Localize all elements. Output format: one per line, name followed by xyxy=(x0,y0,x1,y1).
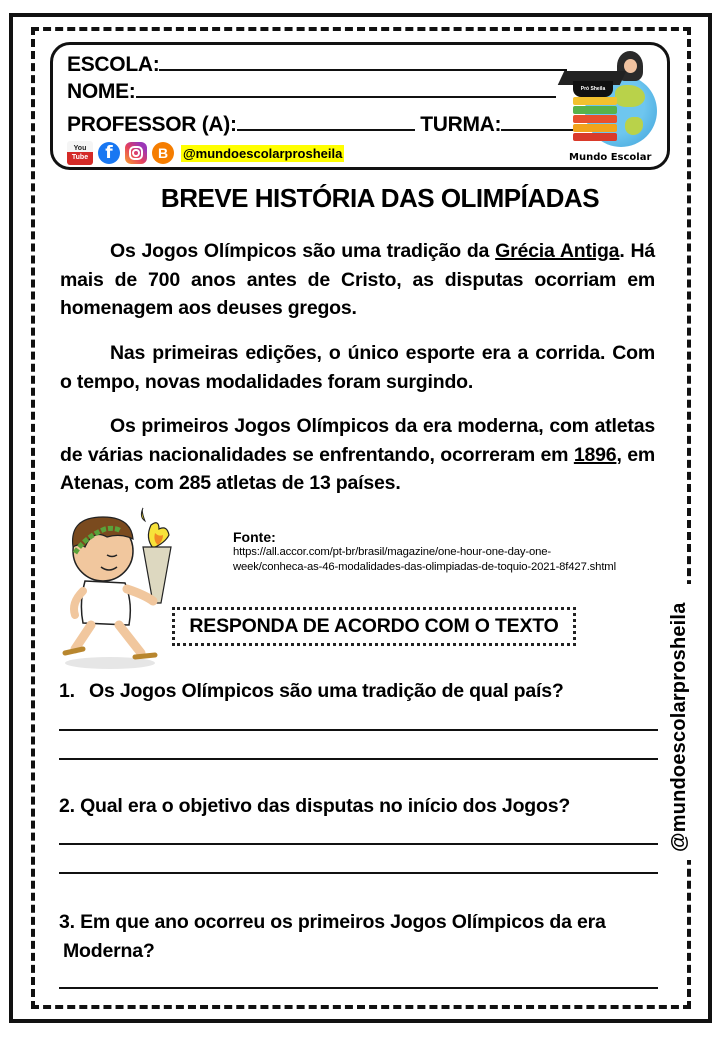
p3-text-end: , em Atenas, com 285 atletas de 13 países. xyxy=(60,443,655,494)
paragraph-2: Nas primeiras edições, o único esporte era a corrida. Com o tempo, novas modalidades foram surgindo. xyxy=(60,342,655,393)
answer-line-3a[interactable] xyxy=(59,987,658,989)
nome-label: NOME: xyxy=(67,80,136,103)
answer-line-2b[interactable] xyxy=(59,872,658,874)
blogger-icon[interactable]: B xyxy=(152,142,174,164)
question-2-text: Qual era o objetivo das disputas no início dos Jogos? xyxy=(80,795,571,817)
p1-text-end: . Há mais de 700 anos antes de Cristo, as disputas ocorriam em homenagem aos deuses gregos. xyxy=(60,240,656,319)
question-3-text-line2: Moderna? xyxy=(63,940,155,962)
question-1-text: Os Jogos Olímpicos são uma tradição de qual país? xyxy=(89,680,564,702)
question-2-number: 2. xyxy=(59,795,75,817)
youtube-bottom-text: Tube xyxy=(71,154,89,161)
facebook-icon[interactable]: f xyxy=(98,142,120,164)
books-stack-icon xyxy=(573,97,617,142)
professor-blank-line[interactable] xyxy=(237,113,415,131)
page-title: BREVE HISTÓRIA DAS OLIMPÍADAS xyxy=(160,183,600,213)
logo-brand-text: Mundo Escolar xyxy=(569,152,652,163)
question-1-number: 1. xyxy=(59,680,75,702)
escola-label: ESCOLA: xyxy=(67,53,160,76)
social-links xyxy=(67,141,344,165)
nome-blank-line[interactable] xyxy=(136,80,556,98)
instruction-box: RESPONDA DE ACORDO COM O TEXTO xyxy=(172,607,576,646)
answer-line-1a[interactable] xyxy=(59,729,658,731)
professor-turma-row xyxy=(67,113,573,137)
olympic-torch-runner-icon xyxy=(55,503,175,673)
student-info-header xyxy=(50,42,670,170)
nome-field[interactable] xyxy=(67,80,556,104)
instagram-icon[interactable] xyxy=(125,142,147,164)
source-citation xyxy=(233,529,616,575)
question-3-text: Em que ano ocorreu os primeiros Jogos Olímpicos da era xyxy=(80,911,606,933)
p1-text-start: Os Jogos Olímpicos são uma tradição da xyxy=(110,240,496,262)
professor-label: PROFESSOR (A): xyxy=(67,113,237,136)
p1-underlined-term: Grécia Antiga xyxy=(495,240,620,262)
question-3-number: 3. xyxy=(59,911,75,933)
question-2 xyxy=(59,795,570,818)
paragraph-1 xyxy=(60,237,655,323)
p3-text-start: Os primeiros Jogos Olímpicos da era moderna, com atletas de várias nacionalidades se enfrentando, ocorreram em xyxy=(60,415,655,466)
source-url-line-1[interactable]: https://all.accor.com/pt-br/brasil/magazine/one-hour-one-day-one- xyxy=(233,546,552,558)
source-url-line-2[interactable]: week/conheca-as-46-modalidades-das-olimpiadas-de-toquio-2021-8f427.shtml xyxy=(233,561,616,573)
answer-line-2a[interactable] xyxy=(59,843,658,845)
cap-label: Pró Sheila xyxy=(573,81,613,97)
youtube-icon[interactable] xyxy=(67,141,93,165)
escola-blank-line[interactable] xyxy=(159,53,567,71)
turma-label: TURMA: xyxy=(420,113,502,136)
p3-underlined-year: 1896 xyxy=(573,443,617,466)
answer-line-1b[interactable] xyxy=(59,758,658,760)
source-label: Fonte: xyxy=(233,529,276,545)
paragraph-3 xyxy=(60,412,655,498)
mundo-escolar-logo xyxy=(559,51,661,161)
social-handle[interactable]: @mundoescolarprosheila xyxy=(183,145,343,161)
escola-field[interactable] xyxy=(67,53,567,77)
question-3 xyxy=(59,908,606,966)
youtube-top-text: You xyxy=(73,145,87,152)
side-handle-vertical: @mundoescolarprosheila xyxy=(668,602,690,852)
question-1 xyxy=(59,680,564,703)
